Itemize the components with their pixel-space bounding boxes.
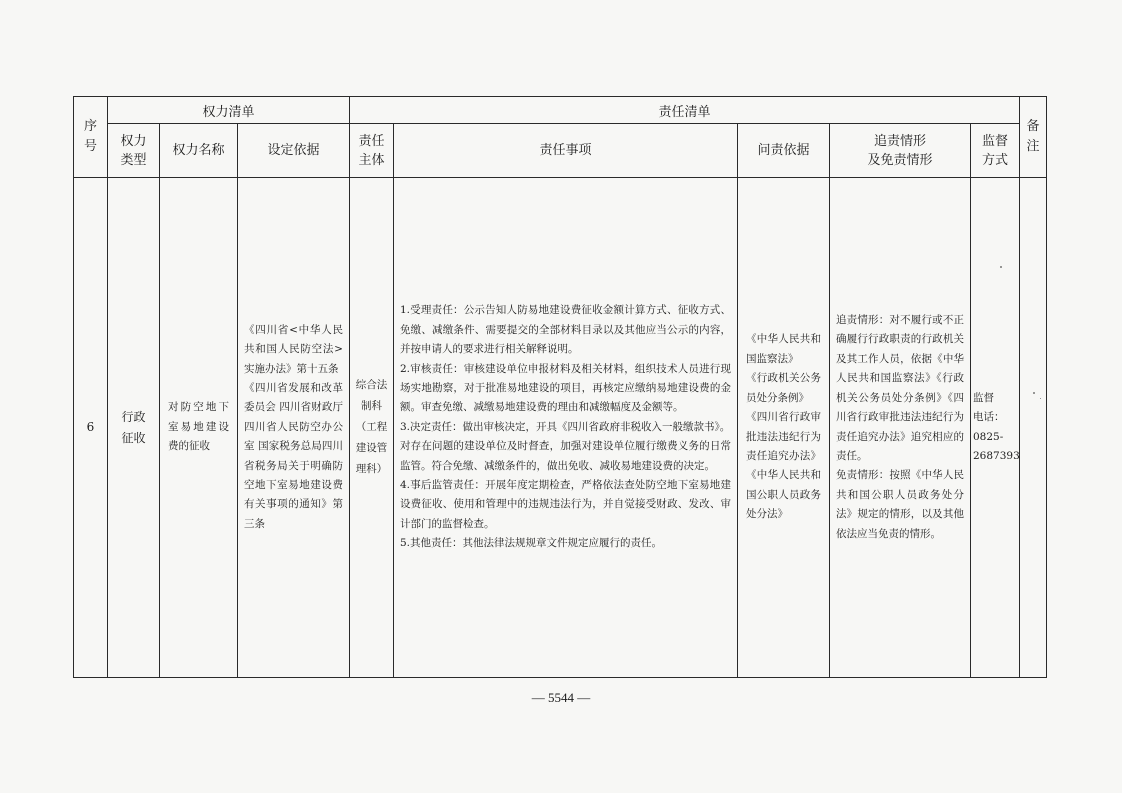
cell-supervision: 监督 电话： 0825- 2687393 bbox=[971, 178, 1020, 678]
cell-accountability-basis: 《中华人民共和国监察法》 《行政机关公务员处分条例》 《四川省行政审批违法违纪行为责任追究办法》《中华人民共和国公职人员政务处分法》 bbox=[738, 178, 830, 678]
cell-resp-subject: 综合法制科（工程建设管理科） bbox=[350, 178, 394, 678]
cell-basis: 《四川省<中华人民共和国人民防空法>实施办法》第十五条 《四川省发展和改革委员会 四川省财政厅 四川省人民防空办公室 国家税务总局四川省税务局关于明确防空地下室易地建设费有关事项的通知》第三条 bbox=[238, 178, 350, 678]
header-power-list: 权力清单 bbox=[108, 97, 350, 124]
header-power-name: 权力名称 bbox=[160, 124, 238, 178]
header-supervision: 监督 方式 bbox=[971, 124, 1020, 178]
table-row bbox=[74, 178, 1047, 678]
cell-seq: 6 bbox=[74, 178, 108, 678]
header-responsibility-list: 责任清单 bbox=[350, 97, 1020, 124]
cell-accountability-cases: 追责情形：对不履行或不正确履行行政职责的行政机关及其工作人员，依据《中华人民共和国监察法》《行政机关公务员处分条例》《四川省行政审批违法违纪行为责任追究办法》追究相应的责任。 免责情形：按照《中华人民共和国公职人员政务处分法》规定的情形，以及其他依法应当免责的情形。 bbox=[830, 178, 971, 678]
header-accountability-basis: 问责依据 bbox=[738, 124, 830, 178]
cell-resp-items: 1.受理责任：公示告知人防易地建设费征收金额计算方式、征收方式、免缴、减缴条件、需要提交的全部材料目录以及其他应当公示的内容，并按申请人的要求进行相关解释说明。 2.审核责任：审核建设单位申报材料及相关材料，组织技术人员进行现场实地勘察，对于批准易地建设的项目，再核定应缴纳易地建设费的金额。审查免缴、减缴易地建设费的理由和减缴幅度及金额等。 3.决定责任：做出审核决定，开具《四川省政府非税收入一般缴款书》。 对存在问题的建设单位及时督查，加强对建设单位履行缴费义务的日常监管。符合免缴、减缴条件的，做出免收、减收易地建设费的决定。 4.事后监管责任：开展年度定期检查，严格依法查处防空地下室易地建设费征收、使用和管理中的违规违法行为，并自觉接受财政、发改、审计部门的监督检查。 5.其他责任：其他法律法规规章文件规定应履行的责任。 bbox=[394, 178, 738, 678]
scan-speck bbox=[1033, 392, 1035, 394]
scan-speck bbox=[1000, 266, 1002, 268]
cell-power-name: 对防空地下室易地建设费的征收 bbox=[160, 178, 238, 678]
header-accountability-cases: 追责情形 及免责情形 bbox=[830, 124, 971, 178]
header-seq: 序号 bbox=[74, 97, 108, 178]
header-power-type: 权力 类型 bbox=[108, 124, 160, 178]
header-row-columns bbox=[74, 124, 1047, 178]
header-basis: 设定依据 bbox=[238, 124, 350, 178]
cell-power-type: 行政 征收 bbox=[108, 178, 160, 678]
scan-speck bbox=[1040, 398, 1041, 399]
cell-remarks bbox=[1020, 178, 1047, 678]
power-responsibility-table bbox=[73, 96, 1047, 678]
header-remarks: 备注 bbox=[1020, 97, 1047, 178]
header-row-group bbox=[74, 97, 1047, 124]
page-number: — 5544 — bbox=[531, 690, 591, 705]
header-resp-subject: 责任 主体 bbox=[350, 124, 394, 178]
header-resp-items: 责任事项 bbox=[394, 124, 738, 178]
